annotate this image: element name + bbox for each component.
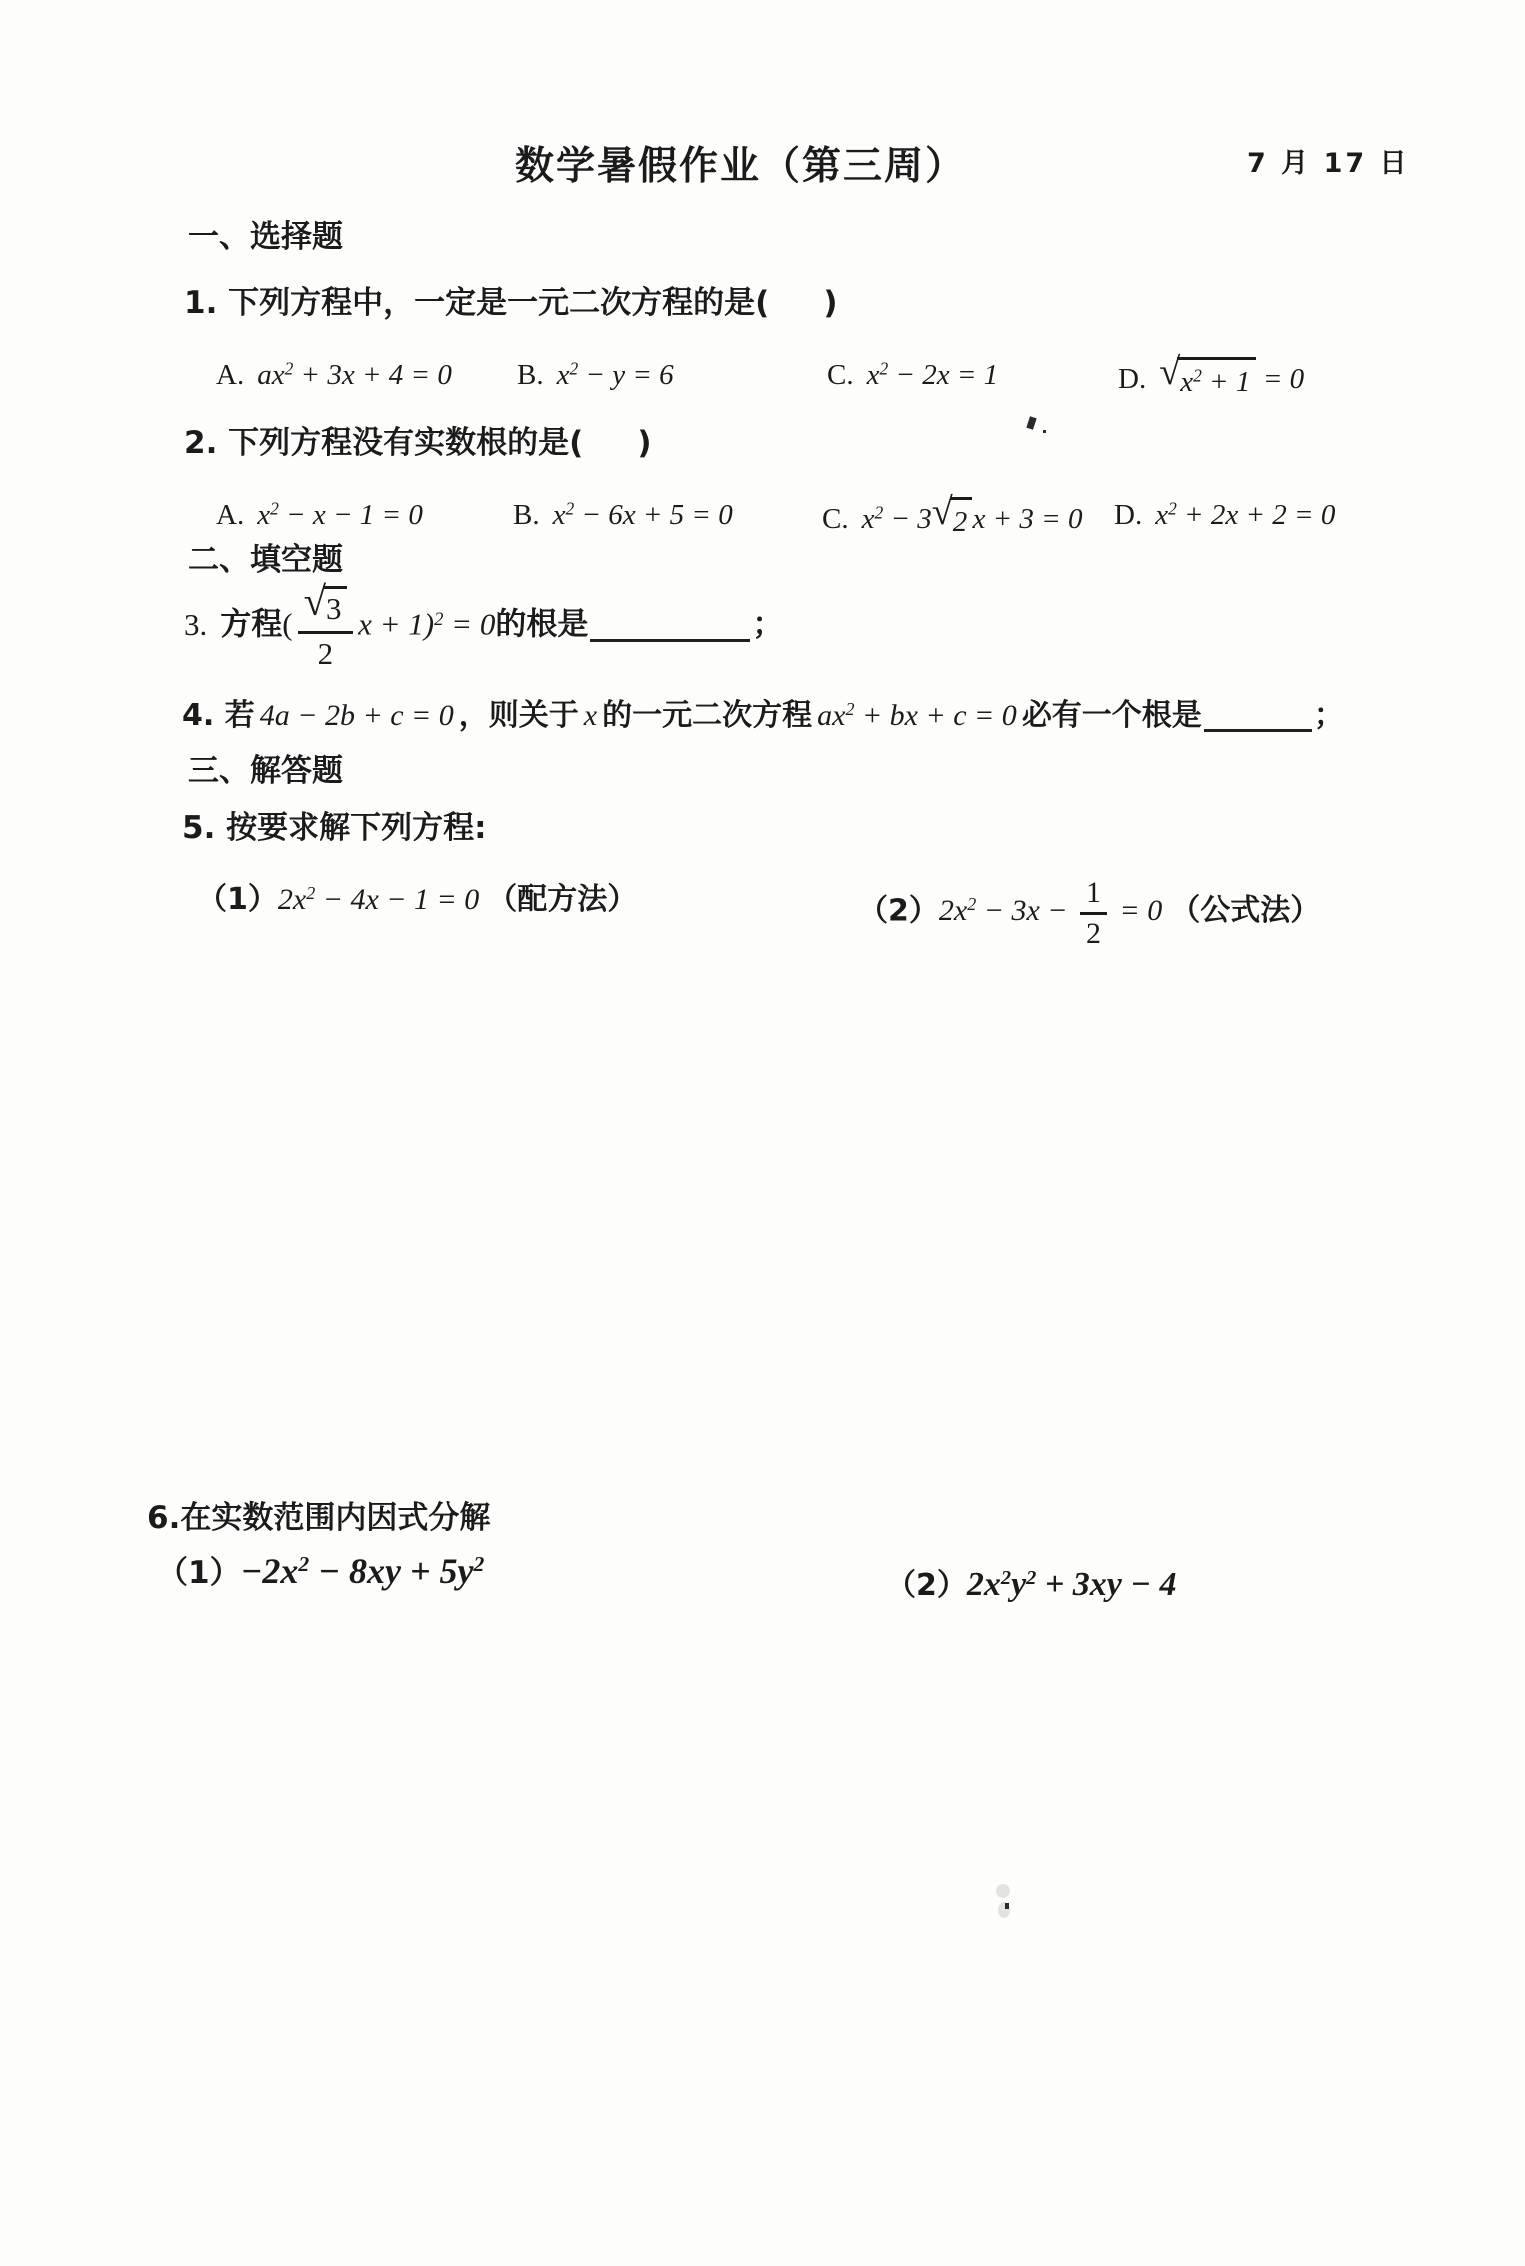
part-number: （2） — [858, 893, 939, 929]
q2-stem — [184, 424, 651, 463]
math-text: + 3x + 4 = 0 — [293, 359, 452, 391]
superscript-2: 2 — [879, 358, 889, 379]
q3-lead: 方程 — [220, 606, 283, 643]
semicolon: ； — [1313, 698, 1344, 733]
formula — [278, 883, 479, 916]
math-text: y — [1011, 1566, 1027, 1603]
superscript-2: 2 — [473, 1552, 485, 1577]
math-text: 2x — [966, 1566, 1001, 1603]
q2-option-c — [822, 491, 1083, 540]
sqrt-sign: √ — [303, 578, 327, 624]
option-label: A. — [216, 499, 245, 531]
math-text: = 0 — [1255, 363, 1305, 395]
fraction — [1080, 878, 1107, 949]
math-text: + 2x + 2 = 0 — [1176, 499, 1336, 531]
fraction-numerator — [298, 578, 354, 631]
fraction-denominator: 2 — [1086, 917, 1102, 950]
math-text: ax — [257, 359, 285, 391]
option-label: A. — [216, 359, 245, 391]
q5-part-1 — [197, 881, 637, 919]
option-label: D. — [1114, 499, 1143, 531]
formula — [967, 1566, 1177, 1603]
formula — [257, 499, 423, 531]
math-text: x — [1155, 499, 1169, 531]
q2-stem-close: ) — [637, 425, 652, 461]
section-1-heading: 一、选择题 — [188, 219, 343, 255]
method-label: （公式法） — [1170, 893, 1321, 929]
math-text: 2x — [277, 883, 307, 916]
q4-text: 的一元二次方程 — [602, 698, 813, 733]
math-text: x — [861, 503, 875, 535]
question-number: 3. — [184, 606, 208, 642]
formula — [938, 876, 1163, 950]
section-2-heading: 二、填空题 — [188, 542, 343, 578]
math-text: + 1 — [1201, 366, 1251, 399]
q1-stem — [184, 284, 837, 323]
scan-speck — [1043, 430, 1046, 433]
sqrt-sign: √ — [1159, 351, 1181, 394]
part-number: （1） — [197, 882, 278, 917]
square-root — [303, 578, 348, 627]
math-text: x + 1) — [358, 606, 435, 642]
q2-stem-text: 2. 下列方程没有实数根的是( — [184, 425, 584, 461]
q5-part-2 — [858, 878, 1320, 949]
sqrt-sign: √ — [931, 491, 953, 534]
option-label: B. — [517, 359, 544, 391]
math-text: − y = 6 — [578, 359, 674, 391]
fraction — [298, 578, 354, 671]
math-text: x + 3 = 0 — [972, 503, 1083, 535]
math-text: − x − 1 = 0 — [278, 499, 423, 531]
part-number: （2） — [886, 1568, 967, 1603]
superscript-2: 2 — [1193, 365, 1202, 386]
option-label: C. — [822, 503, 849, 535]
math-text: − 4x − 1 = 0 — [315, 883, 480, 916]
formula — [553, 499, 733, 531]
math-text: 4a − 2b + c = 0 — [259, 699, 454, 732]
q3-stem — [184, 578, 784, 671]
math-text: − 8xy + 5y — [309, 1551, 474, 1591]
answer-blank — [590, 634, 750, 642]
superscript-2: 2 — [967, 894, 977, 915]
math-text: = 0 — [443, 606, 496, 642]
math-text: + bx + c = 0 — [854, 699, 1017, 732]
part-number: （1） — [157, 1555, 241, 1591]
superscript-2: 2 — [565, 498, 575, 519]
option-label: D. — [1118, 363, 1147, 395]
superscript-2: 2 — [845, 699, 855, 720]
superscript-2: 2 — [284, 358, 294, 379]
semicolon: ； — [752, 606, 784, 643]
superscript-2: 2 — [1026, 1566, 1037, 1589]
superscript-2: 2 — [874, 502, 884, 523]
formula — [1155, 499, 1335, 531]
q2-option-a — [216, 497, 423, 533]
section-3-heading: 三、解答题 — [188, 753, 343, 789]
math-text: x — [257, 499, 271, 531]
square-root — [1159, 351, 1255, 400]
math-text: x — [1180, 366, 1194, 399]
math-text — [817, 699, 1017, 732]
formula — [557, 359, 674, 391]
formula — [257, 359, 452, 391]
option-label: B. — [513, 499, 540, 531]
superscript-2: 2 — [1168, 498, 1177, 519]
q4-text: 4. 若 — [182, 698, 255, 733]
method-label: （配方法） — [487, 882, 638, 917]
answer-blank — [1204, 724, 1312, 732]
math-text: − 3 — [883, 503, 932, 535]
sqrt-body: 2 — [950, 497, 973, 540]
q4-stem — [182, 697, 1344, 735]
superscript-2: 2 — [270, 498, 279, 519]
q4-text: 必有一个根是 — [1021, 698, 1202, 733]
q6-part-2 — [886, 1564, 1176, 1607]
date-label: 7 月 17 日 — [1247, 148, 1410, 179]
superscript-2: 2 — [1000, 1566, 1012, 1589]
q2-option-d — [1114, 497, 1335, 533]
open-paren: ( — [282, 606, 293, 642]
superscript-2: 2 — [434, 608, 444, 630]
q6-stem: 6.在实数范围内因式分解 — [147, 1500, 491, 1536]
math-text: − 2x = 1 — [888, 359, 999, 391]
math-text: x — [866, 359, 880, 391]
fraction-denominator: 2 — [317, 635, 334, 671]
sqrt-body: 3 — [323, 586, 347, 624]
square-root — [931, 491, 973, 540]
math-text: x — [552, 499, 566, 531]
q1-stem-text: 1. 下列方程中，一定是一元二次方程的是( — [184, 285, 770, 321]
math-text: + 3xy − 4 — [1036, 1566, 1177, 1603]
q3-tail: 的根是 — [495, 606, 589, 643]
math-text: x — [556, 359, 570, 391]
option-label: C. — [827, 359, 854, 391]
superscript-2: 2 — [306, 883, 316, 904]
q1-option-a — [216, 357, 452, 393]
scan-speck — [1005, 1903, 1009, 1909]
q4-text: ，则关于 — [458, 698, 579, 733]
math-text: ax — [817, 699, 846, 732]
formula — [861, 491, 1083, 539]
q2-option-b — [513, 497, 733, 533]
scan-speck — [1026, 416, 1036, 430]
superscript-2: 2 — [298, 1552, 310, 1577]
q1-option-b — [517, 357, 674, 393]
q1-option-d — [1118, 351, 1305, 400]
scan-smudge — [996, 1884, 1010, 1898]
q1-option-c — [827, 357, 998, 393]
formula — [1159, 351, 1305, 399]
formula — [867, 359, 999, 391]
page-title: 数学暑假作业（第三周） — [515, 144, 967, 189]
math-text: 2x — [938, 894, 968, 928]
q6-part-1 — [157, 1549, 484, 1594]
q5-stem: 5. 按要求解下列方程: — [182, 810, 487, 846]
math-text: x — [583, 699, 598, 732]
superscript-2: 2 — [569, 358, 579, 379]
sqrt-body — [1177, 357, 1255, 400]
fraction-numerator: 1 — [1086, 876, 1102, 909]
math-text: = 0 — [1112, 894, 1163, 928]
q1-stem-close: ) — [823, 285, 838, 321]
math-text: − 6x + 5 = 0 — [574, 499, 733, 531]
formula — [241, 1551, 485, 1591]
math-text: −2x — [240, 1551, 299, 1591]
math-text: − 3x − — [976, 894, 1076, 928]
